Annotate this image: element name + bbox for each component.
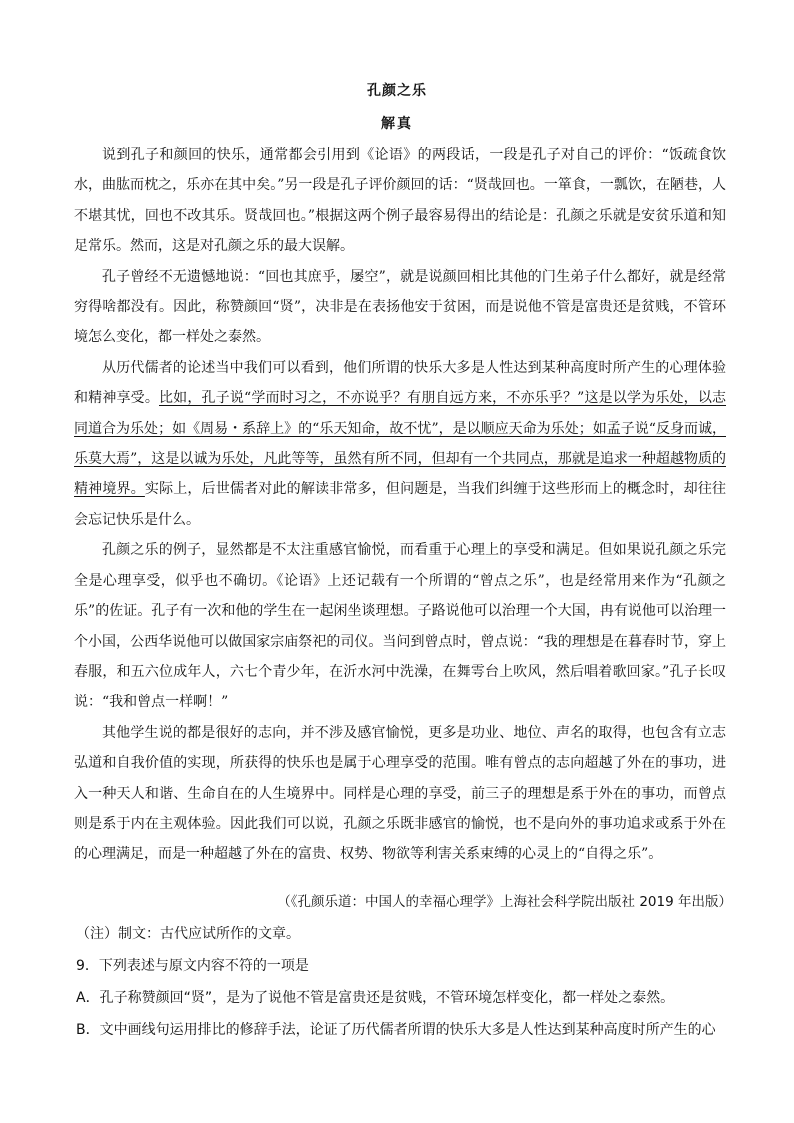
footnote: （注）制文：古代应试所作的文章。 [76, 926, 300, 942]
paragraph-3-lead: 从历代儒者的论述当中我们可以看到，他们所谓的快乐大多是人性达到某种高度时所产生的心理体验和精神享受。 [74, 359, 726, 407]
source-citation: （《孔颜乐道：中国人的幸福心理学》上海社会科学院出版社 2019 年出版） [277, 894, 732, 910]
paragraph-1: 说到孔子和颜回的快乐，通常都会引用到《论语》的两段话，一段是孔子对自己的评价：“饭疏食饮水，曲肱而枕之，乐亦在其中矣。”另一段是孔子评价颜回的话：“贤哉回也。一箪食，一瓢饮，在陋巷，人不堪其忧，回也不改其乐。贤哉回也。”根据这两个例子最容易得出的结论是：孔颜之乐就是安贫乐道和知足常乐。然而，这是对孔颜之乐的最大误解。 [74, 147, 726, 255]
option-b: B．文中画线句运用排比的修辞手法，论证了历代儒者所谓的快乐大多是人性达到某种高度时所产生的心 [76, 1022, 716, 1038]
article-body [74, 140, 726, 870]
paragraph-3-tail: 实际上，后世儒者对此的解读非常多，但问题是，当我们纠缠于这些形而上的概念时，却往往会忘记快乐是什么。 [74, 481, 726, 528]
article-author: 解真 [381, 116, 413, 132]
option-a: A．孔子称赞颜回“贤”，是为了说他不管是富贵还是贫贱，不管环境怎样变化，都一样处之泰然。 [76, 990, 675, 1006]
paragraph-2: 孔子曾经不无遗憾地说：“回也其庶乎，屡空”，就是说颜回相比其他的门生弟子什么都好，就是经常穷得啥都没有。因此，称赞颜回“贤”，决非是在表扬他安于贫困，而是说他不管是富贵还是贫贱，不管环境怎么变化，都一样处之泰然。 [74, 268, 726, 346]
paragraph-3 [74, 353, 726, 535]
question-stem: 9．下列表述与原文内容不符的一项是 [76, 958, 309, 974]
article-title: 孔颜之乐 [367, 83, 427, 99]
underlined-sentence: 比如，孔子说“学而时习之，不亦说乎？有朋自远方来，不亦乐乎？”这是以学为乐处，以志同道合为乐处；如《周易・系辞上》的“乐天知命，故不忧”，是以顺应天命为乐处；如孟子说“反身而诚，乐莫大焉”，这是以诚为乐处，凡此等等，虽然有所不同，但却有一个共同点，那就是追求一种超越物质的精神境界。 [74, 390, 727, 498]
paragraph-4: 孔颜之乐的例子，显然都是不太注重感官愉悦，而看重于心理上的享受和满足。但如果说孔颜之乐完全是心理享受，似乎也不确切。《论语》上还记载有一个所谓的“曾点之乐”，也是经常用来作为“孔颜之乐”的佐证。孔子有一次和他的学生在一起闲坐谈理想。子路说他可以治理一个大国，冉有说他可以治理一个小国，公西华说他可以做国家宗庙祭祀的司仪。当问到曾点时，曾点说：“我的理想是在暮春时节，穿上春服，和五六位成年人，六七个青少年，在沂水河中洗澡，在舞雩台上吹风，然后唱着歌回家。”孔子长叹说：“我和曾点一样啊！” [74, 542, 726, 711]
paragraph-5: 其他学生说的都是很好的志向，并不涉及感官愉悦，更多是功业、地位、声名的取得，也包含有立志弘道和自我价值的实现，所获得的快乐也是属于心理享受的范围。唯有曾点的志向超越了外在的事功，进入一种天人和谐、生命自在的人生境界中。同样是心理的享受，前三子的理想是系于外在的事功，而曾点则是系于内在主观体验。因此我们可以说，孔颜之乐既非感官的愉悦，也不是向外的事功追求或系于外在的心理满足，而是一种超越了外在的富贵、权势、物欲等利害关系束缚的心灵上的“自得之乐”。 [74, 724, 726, 863]
